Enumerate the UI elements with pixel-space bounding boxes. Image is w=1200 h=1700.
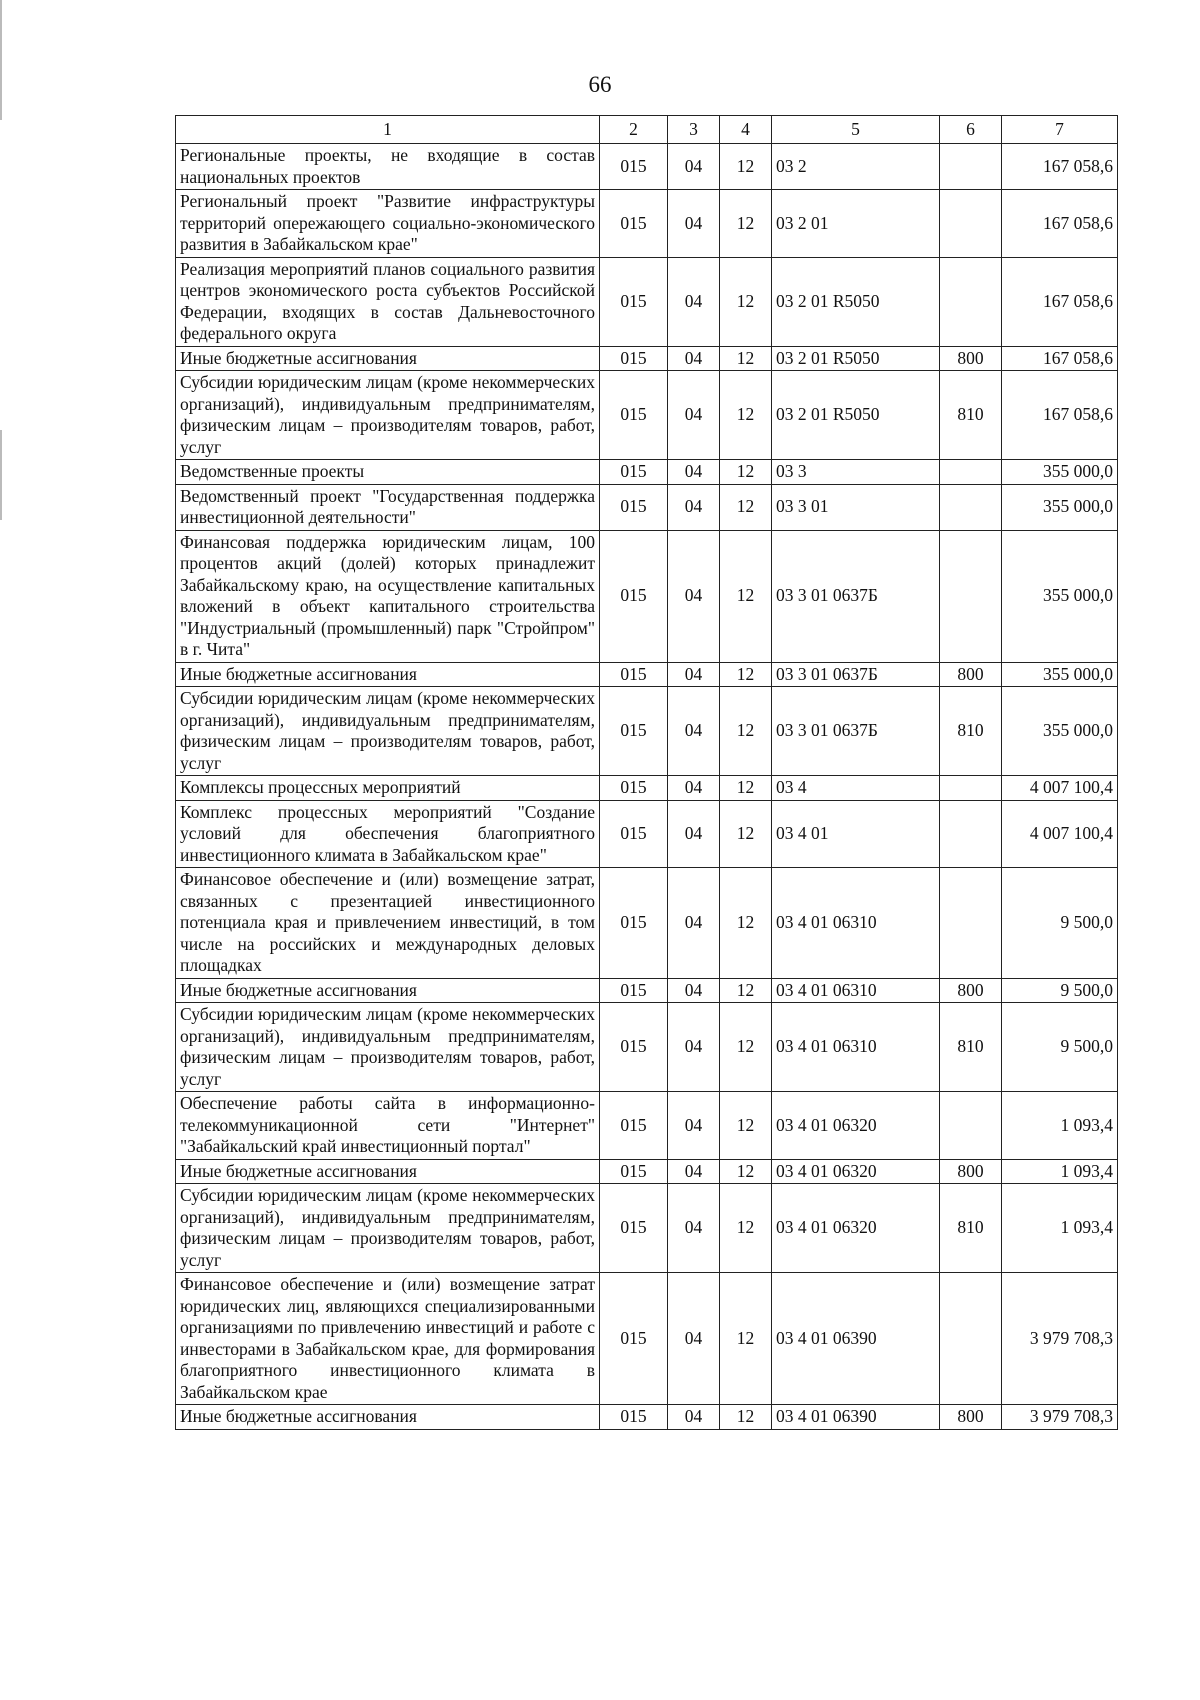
section-cell: 04 <box>668 1405 720 1430</box>
expense-type-cell <box>940 530 1002 662</box>
table-row <box>176 190 1118 258</box>
section-cell: 04 <box>668 1184 720 1273</box>
column-header: 7 <box>1002 116 1118 144</box>
target-article-cell: 03 2 01 R5050 <box>772 346 940 371</box>
admin-code-cell: 015 <box>600 978 668 1003</box>
section-cell: 04 <box>668 1159 720 1184</box>
section-cell: 04 <box>668 257 720 346</box>
amount-cell: 355 000,0 <box>1002 530 1118 662</box>
admin-code-cell: 015 <box>600 1003 668 1092</box>
subsection-cell: 12 <box>720 776 772 801</box>
amount-cell: 3 979 708,3 <box>1002 1273 1118 1405</box>
section-cell: 04 <box>668 1273 720 1405</box>
amount-cell: 1 093,4 <box>1002 1159 1118 1184</box>
item-name-cell: Ведомственный проект "Государственная поддержка инвестиционной деятельности" <box>176 484 600 530</box>
item-name-cell: Комплекс процессных мероприятий "Создание условий для обеспечения благоприятного инвестиционного климата в Забайкальском крае" <box>176 800 600 868</box>
amount-cell: 355 000,0 <box>1002 687 1118 776</box>
column-header: 4 <box>720 116 772 144</box>
admin-code-cell: 015 <box>600 1092 668 1160</box>
item-name-cell: Региональный проект "Развитие инфраструктуры территорий опережающего социально-экономического развития в Забайкальском крае" <box>176 190 600 258</box>
target-article-cell: 03 4 01 <box>772 800 940 868</box>
expense-type-cell: 810 <box>940 687 1002 776</box>
section-cell: 04 <box>668 687 720 776</box>
table-row <box>176 776 1118 801</box>
table-row <box>176 346 1118 371</box>
admin-code-cell: 015 <box>600 484 668 530</box>
amount-cell: 355 000,0 <box>1002 662 1118 687</box>
expense-type-cell: 810 <box>940 371 1002 460</box>
subsection-cell: 12 <box>720 1184 772 1273</box>
table-row <box>176 800 1118 868</box>
amount-cell: 1 093,4 <box>1002 1184 1118 1273</box>
admin-code-cell: 015 <box>600 868 668 979</box>
expense-type-cell <box>940 868 1002 979</box>
admin-code-cell: 015 <box>600 144 668 190</box>
amount-cell: 355 000,0 <box>1002 460 1118 485</box>
section-cell: 04 <box>668 460 720 485</box>
expense-type-cell: 810 <box>940 1003 1002 1092</box>
item-name-cell: Иные бюджетные ассигнования <box>176 1159 600 1184</box>
section-cell: 04 <box>668 530 720 662</box>
target-article-cell: 03 4 01 06320 <box>772 1159 940 1184</box>
table-row <box>176 1184 1118 1273</box>
subsection-cell: 12 <box>720 1273 772 1405</box>
expense-type-cell: 800 <box>940 346 1002 371</box>
item-name-cell: Финансовое обеспечение и (или) возмещение затрат юридических лиц, являющихся специализированными организациями по привлечению инвестиций и работе с инвесторами в Забайкальском крае, для формирования благоприятного инвестиционного климата в Забайкальском крае <box>176 1273 600 1405</box>
column-header: 3 <box>668 116 720 144</box>
target-article-cell: 03 4 <box>772 776 940 801</box>
target-article-cell: 03 3 01 0637Б <box>772 662 940 687</box>
subsection-cell: 12 <box>720 530 772 662</box>
target-article-cell: 03 3 01 <box>772 484 940 530</box>
scan-edge-line <box>0 430 2 520</box>
table-row <box>176 687 1118 776</box>
amount-cell: 167 058,6 <box>1002 346 1118 371</box>
budget-table <box>175 115 1118 1430</box>
subsection-cell: 12 <box>720 144 772 190</box>
item-name-cell: Комплексы процессных мероприятий <box>176 776 600 801</box>
subsection-cell: 12 <box>720 1092 772 1160</box>
subsection-cell: 12 <box>720 257 772 346</box>
section-cell: 04 <box>668 868 720 979</box>
subsection-cell: 12 <box>720 687 772 776</box>
table-row <box>176 530 1118 662</box>
admin-code-cell: 015 <box>600 371 668 460</box>
admin-code-cell: 015 <box>600 1273 668 1405</box>
subsection-cell: 12 <box>720 978 772 1003</box>
section-cell: 04 <box>668 346 720 371</box>
amount-cell: 167 058,6 <box>1002 190 1118 258</box>
table-row <box>176 978 1118 1003</box>
target-article-cell: 03 4 01 06310 <box>772 868 940 979</box>
section-cell: 04 <box>668 190 720 258</box>
budget-table-container <box>175 115 1117 1430</box>
section-cell: 04 <box>668 371 720 460</box>
subsection-cell: 12 <box>720 800 772 868</box>
admin-code-cell: 015 <box>600 460 668 485</box>
table-body <box>176 144 1118 1430</box>
subsection-cell: 12 <box>720 460 772 485</box>
admin-code-cell: 015 <box>600 1184 668 1273</box>
expense-type-cell <box>940 460 1002 485</box>
target-article-cell: 03 2 <box>772 144 940 190</box>
item-name-cell: Ведомственные проекты <box>176 460 600 485</box>
amount-cell: 355 000,0 <box>1002 484 1118 530</box>
section-cell: 04 <box>668 662 720 687</box>
amount-cell: 9 500,0 <box>1002 868 1118 979</box>
scan-edge-line <box>0 0 2 120</box>
section-cell: 04 <box>668 978 720 1003</box>
item-name-cell: Субсидии юридическим лицам (кроме некоммерческих организаций), индивидуальным предпринимателям, физическим лицам – производителям товаров, работ, услуг <box>176 687 600 776</box>
subsection-cell: 12 <box>720 371 772 460</box>
target-article-cell: 03 4 01 06310 <box>772 1003 940 1092</box>
amount-cell: 4 007 100,4 <box>1002 776 1118 801</box>
expense-type-cell: 810 <box>940 1184 1002 1273</box>
subsection-cell: 12 <box>720 484 772 530</box>
amount-cell: 3 979 708,3 <box>1002 1405 1118 1430</box>
admin-code-cell: 015 <box>600 800 668 868</box>
expense-type-cell <box>940 190 1002 258</box>
page-number: 66 <box>588 72 612 97</box>
admin-code-cell: 015 <box>600 687 668 776</box>
table-row <box>176 257 1118 346</box>
item-name-cell: Иные бюджетные ассигнования <box>176 978 600 1003</box>
subsection-cell: 12 <box>720 346 772 371</box>
amount-cell: 4 007 100,4 <box>1002 800 1118 868</box>
column-header: 2 <box>600 116 668 144</box>
item-name-cell: Реализация мероприятий планов социального развития центров экономического роста субъектов Российской Федерации, входящих в состав Дальневосточного федерального округа <box>176 257 600 346</box>
table-row <box>176 1092 1118 1160</box>
subsection-cell: 12 <box>720 1159 772 1184</box>
table-row <box>176 144 1118 190</box>
item-name-cell: Финансовое обеспечение и (или) возмещение затрат, связанных с презентацией инвестиционного потенциала края и привлечением инвестиций, в том числе на российских и международных деловых площадках <box>176 868 600 979</box>
target-article-cell: 03 2 01 R5050 <box>772 257 940 346</box>
amount-cell: 167 058,6 <box>1002 144 1118 190</box>
expense-type-cell: 800 <box>940 662 1002 687</box>
subsection-cell: 12 <box>720 1405 772 1430</box>
expense-type-cell <box>940 257 1002 346</box>
item-name-cell: Региональные проекты, не входящие в состав национальных проектов <box>176 144 600 190</box>
column-number-row <box>176 116 1118 144</box>
amount-cell: 167 058,6 <box>1002 257 1118 346</box>
table-row <box>176 1003 1118 1092</box>
item-name-cell: Обеспечение работы сайта в информационно-телекоммуникационной сети "Интернет" "Забайкальский край инвестиционный портал" <box>176 1092 600 1160</box>
table-row <box>176 868 1118 979</box>
column-header: 1 <box>176 116 600 144</box>
item-name-cell: Субсидии юридическим лицам (кроме некоммерческих организаций), индивидуальным предпринимателям, физическим лицам – производителям товаров, работ, услуг <box>176 1184 600 1273</box>
admin-code-cell: 015 <box>600 1405 668 1430</box>
item-name-cell: Субсидии юридическим лицам (кроме некоммерческих организаций), индивидуальным предпринимателям, физическим лицам – производителям товаров, работ, услуг <box>176 371 600 460</box>
admin-code-cell: 015 <box>600 662 668 687</box>
amount-cell: 1 093,4 <box>1002 1092 1118 1160</box>
admin-code-cell: 015 <box>600 776 668 801</box>
expense-type-cell <box>940 776 1002 801</box>
column-header: 5 <box>772 116 940 144</box>
table-row <box>176 1273 1118 1405</box>
admin-code-cell: 015 <box>600 257 668 346</box>
expense-type-cell: 800 <box>940 1159 1002 1184</box>
target-article-cell: 03 2 01 <box>772 190 940 258</box>
expense-type-cell <box>940 1273 1002 1405</box>
target-article-cell: 03 4 01 06390 <box>772 1405 940 1430</box>
subsection-cell: 12 <box>720 662 772 687</box>
section-cell: 04 <box>668 1003 720 1092</box>
item-name-cell: Иные бюджетные ассигнования <box>176 662 600 687</box>
target-article-cell: 03 2 01 R5050 <box>772 371 940 460</box>
subsection-cell: 12 <box>720 868 772 979</box>
item-name-cell: Финансовая поддержка юридическим лицам, 100 процентов акций (долей) которых принадлежит Забайкальскому краю, на осуществление капитальных вложений в объект капитального строительства "Индустриальный (промышленный) парк "Стройпром" в г. Чита" <box>176 530 600 662</box>
admin-code-cell: 015 <box>600 530 668 662</box>
admin-code-cell: 015 <box>600 1159 668 1184</box>
subsection-cell: 12 <box>720 1003 772 1092</box>
admin-code-cell: 015 <box>600 346 668 371</box>
section-cell: 04 <box>668 1092 720 1160</box>
target-article-cell: 03 4 01 06320 <box>772 1092 940 1160</box>
target-article-cell: 03 3 01 0637Б <box>772 687 940 776</box>
table-row <box>176 662 1118 687</box>
section-cell: 04 <box>668 484 720 530</box>
section-cell: 04 <box>668 776 720 801</box>
section-cell: 04 <box>668 144 720 190</box>
expense-type-cell: 800 <box>940 978 1002 1003</box>
target-article-cell: 03 3 <box>772 460 940 485</box>
table-row <box>176 1405 1118 1430</box>
table-row <box>176 371 1118 460</box>
expense-type-cell <box>940 1092 1002 1160</box>
amount-cell: 9 500,0 <box>1002 978 1118 1003</box>
expense-type-cell <box>940 144 1002 190</box>
table-row <box>176 484 1118 530</box>
expense-type-cell <box>940 484 1002 530</box>
admin-code-cell: 015 <box>600 190 668 258</box>
expense-type-cell <box>940 800 1002 868</box>
table-row <box>176 1159 1118 1184</box>
target-article-cell: 03 4 01 06310 <box>772 978 940 1003</box>
expense-type-cell: 800 <box>940 1405 1002 1430</box>
section-cell: 04 <box>668 800 720 868</box>
item-name-cell: Субсидии юридическим лицам (кроме некоммерческих организаций), индивидуальным предпринимателям, физическим лицам – производителям товаров, работ, услуг <box>176 1003 600 1092</box>
target-article-cell: 03 4 01 06390 <box>772 1273 940 1405</box>
item-name-cell: Иные бюджетные ассигнования <box>176 346 600 371</box>
column-header: 6 <box>940 116 1002 144</box>
target-article-cell: 03 4 01 06320 <box>772 1184 940 1273</box>
item-name-cell: Иные бюджетные ассигнования <box>176 1405 600 1430</box>
amount-cell: 9 500,0 <box>1002 1003 1118 1092</box>
target-article-cell: 03 3 01 0637Б <box>772 530 940 662</box>
table-row <box>176 460 1118 485</box>
subsection-cell: 12 <box>720 190 772 258</box>
amount-cell: 167 058,6 <box>1002 371 1118 460</box>
